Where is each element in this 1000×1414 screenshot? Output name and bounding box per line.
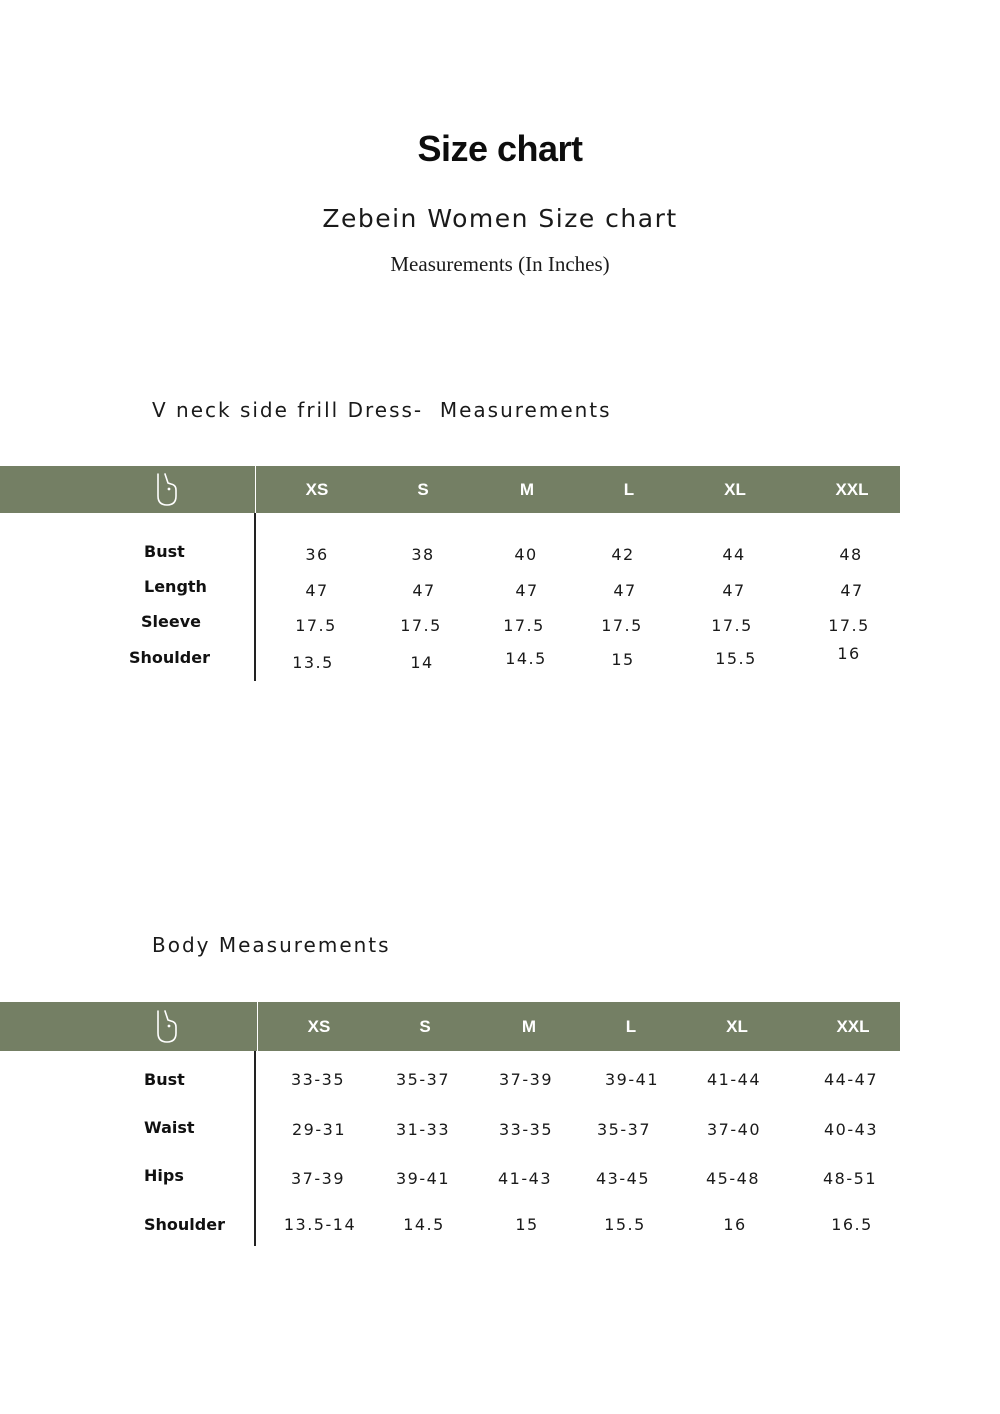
size-header-s: S: [417, 480, 429, 499]
table-cell: 17.5: [295, 616, 337, 635]
table-cell: 14: [410, 653, 434, 672]
table-cell: 33-35: [499, 1120, 553, 1139]
table-cell: 40-43: [824, 1120, 878, 1139]
body-silhouette-icon: [153, 472, 181, 508]
dress-table-title: V neck side frill Dress- Measurements: [152, 398, 612, 422]
size-header-xs: XS: [305, 480, 329, 499]
size-header-xl: XL: [724, 480, 746, 499]
table-cell: 17.5: [400, 616, 442, 635]
size-header-xl: XL: [726, 1017, 748, 1036]
table-cell: 16: [837, 644, 861, 663]
table-cell: 17.5: [503, 616, 545, 635]
table-cell: 41-43: [498, 1169, 552, 1188]
units-note: Measurements (In Inches): [390, 252, 610, 276]
size-header-l: L: [625, 1017, 637, 1036]
header-divider: [257, 1002, 258, 1051]
table-cell: 47: [412, 581, 436, 600]
table-cell: 13.5: [292, 653, 334, 672]
table-cell: 47: [840, 581, 864, 600]
table-cell: 47: [613, 581, 637, 600]
page-title: Size chart: [417, 128, 583, 169]
row-label-waist: Waist: [144, 1118, 195, 1137]
table-cell: 35-37: [396, 1070, 450, 1089]
table-cell: 36: [305, 545, 329, 564]
size-header-s: S: [419, 1017, 431, 1036]
table-cell: 47: [305, 581, 329, 600]
size-header-l: L: [623, 480, 635, 499]
table-cell: 41-44: [707, 1070, 761, 1089]
body-table-header: [0, 1002, 900, 1051]
row-label-sleeve: Sleeve: [141, 612, 201, 631]
table-cell: 33-35: [291, 1070, 345, 1089]
table-cell: 44: [722, 545, 746, 564]
row-label-bust: Bust: [144, 542, 185, 561]
table-cell: 17.5: [711, 616, 753, 635]
table-cell: 15.5: [604, 1215, 646, 1234]
table-cell: 48: [839, 545, 863, 564]
row-label-shoulder: Shoulder: [129, 648, 210, 667]
table-cell: 16: [723, 1215, 747, 1234]
row-label-hips: Hips: [144, 1166, 184, 1185]
table-cell: 37-39: [291, 1169, 345, 1188]
row-label-bust: Bust: [144, 1070, 185, 1089]
table-cell: 37-40: [707, 1120, 761, 1139]
table-cell: 47: [515, 581, 539, 600]
size-header-xxl: XXL: [836, 1017, 870, 1036]
row-label-shoulder: Shoulder: [144, 1215, 225, 1234]
table-cell: 14.5: [403, 1215, 445, 1234]
table-cell: 13.5-14: [283, 1215, 357, 1234]
table-cell: 17.5: [601, 616, 643, 635]
table-cell: 35-37: [597, 1120, 651, 1139]
table-cell: 43-45: [596, 1169, 650, 1188]
body-table-title: Body Measurements: [152, 933, 391, 957]
table-cell: 17.5: [828, 616, 870, 635]
dress-table-header: [0, 466, 900, 513]
size-header-xxl: XXL: [835, 480, 869, 499]
table-cell: 47: [722, 581, 746, 600]
table-cell: 37-39: [499, 1070, 553, 1089]
table-cell: 15: [611, 650, 635, 669]
table-cell: 39-41: [605, 1070, 659, 1089]
table-cell: 38: [411, 545, 435, 564]
size-header-m: M: [519, 480, 535, 499]
size-header-xs: XS: [307, 1017, 331, 1036]
header-divider: [255, 466, 256, 513]
table-cell: 29-31: [292, 1120, 346, 1139]
table-cell: 39-41: [396, 1169, 450, 1188]
table-cell: 14.5: [505, 649, 547, 668]
size-header-m: M: [521, 1017, 537, 1036]
table-cell: 15.5: [715, 649, 757, 668]
body-silhouette-icon: [153, 1009, 181, 1045]
chart-subtitle: Zebein Women Size chart: [322, 204, 678, 233]
table-cell: 40: [514, 545, 538, 564]
table-cell: 42: [611, 545, 635, 564]
table-cell: 16.5: [831, 1215, 873, 1234]
label-column-divider: [254, 1051, 256, 1246]
table-cell: 45-48: [706, 1169, 760, 1188]
table-cell: 31-33: [396, 1120, 450, 1139]
table-cell: 44-47: [824, 1070, 878, 1089]
table-cell: 15: [515, 1215, 539, 1234]
table-cell: 48-51: [823, 1169, 877, 1188]
row-label-length: Length: [144, 577, 207, 596]
label-column-divider: [254, 513, 256, 681]
